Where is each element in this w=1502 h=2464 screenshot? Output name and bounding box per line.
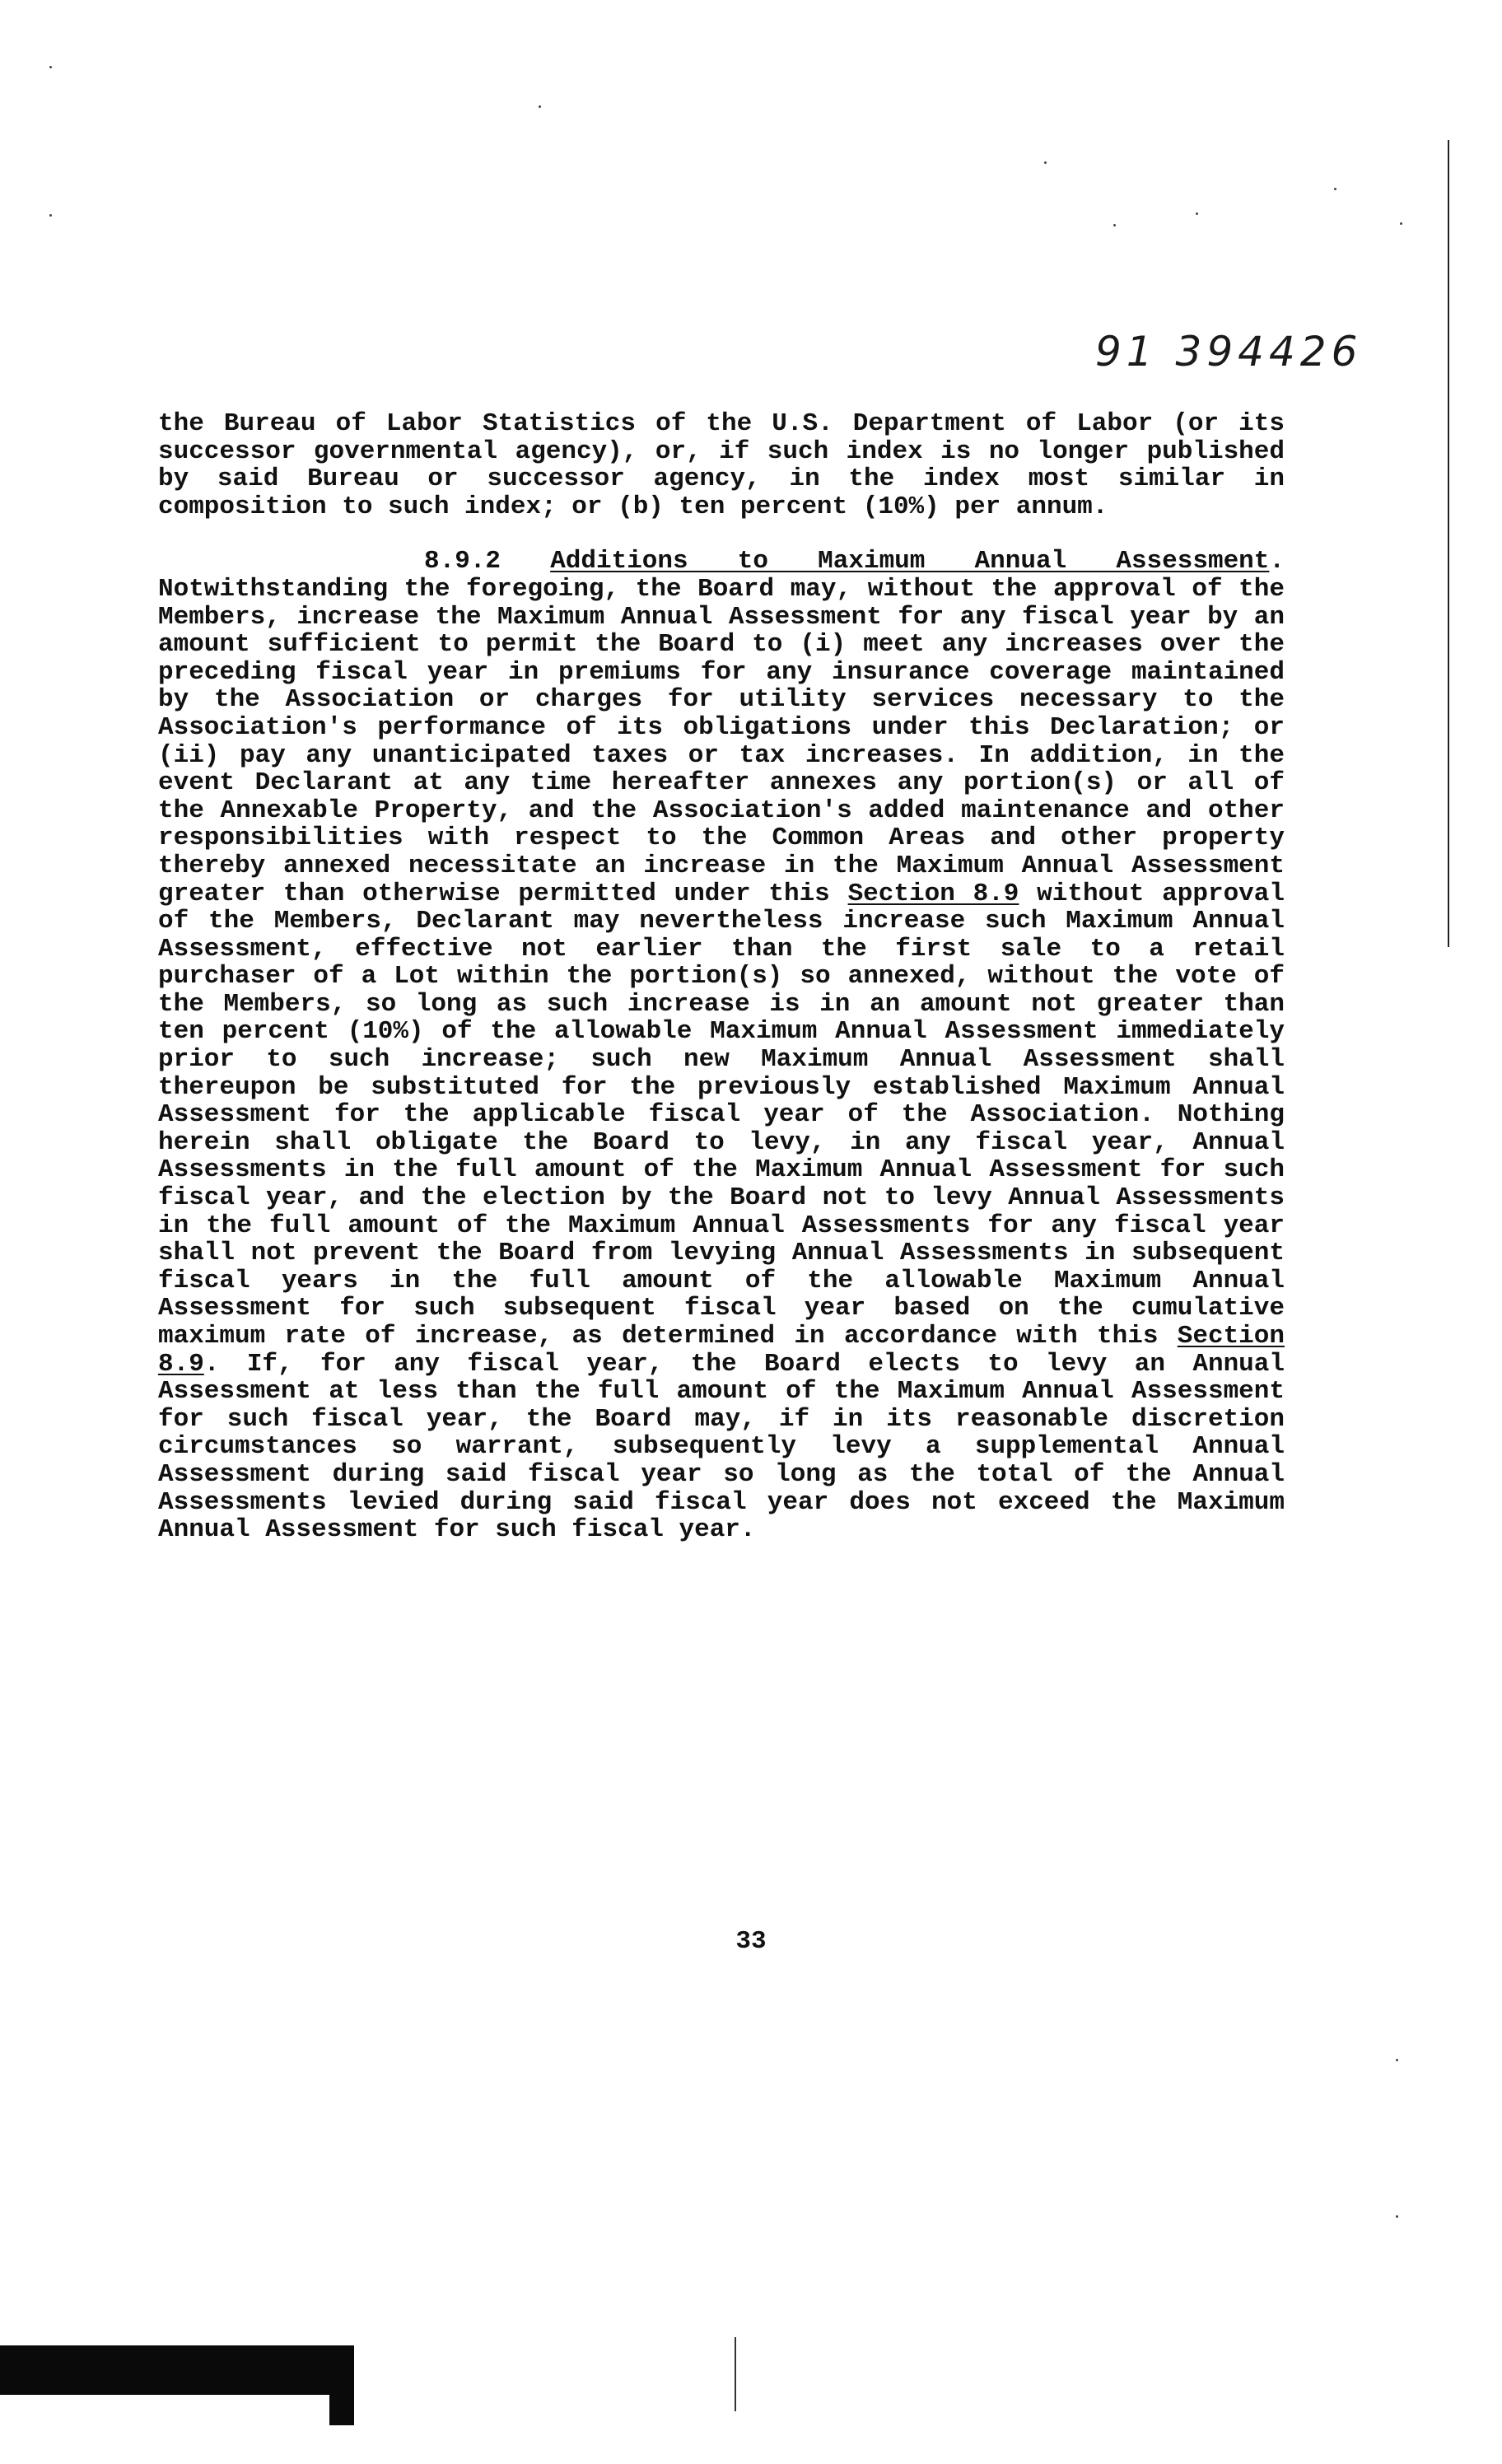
scan-redaction-bar: [0, 2345, 354, 2395]
scan-speck: [1400, 222, 1402, 225]
scan-speck: [49, 214, 52, 217]
section-text-part1: Notwithstanding the foregoing, the Board may, without the approval of the Members, increase the Maximum Annual Assessment for any fiscal year by an amount sufficient to permit the Board to (i) meet any increases over the preceding fiscal year in premiums for any insurance coverage maintained by the Association or charges for utility services necessary to the Association's performance of its obligations under this Declaration; or (ii) pay any unanticipated taxes or tax increases. In addition, in the event Declarant at any time hereafter annexes any portion(s) or all of the Annexable Property, and the Association's added maintenance and other responsibilities with respect to the Common Areas and other property thereby annexed necessitate an increase in the Maximum Annual Assessment greater than otherwise permitted under this: [158, 574, 1285, 908]
section-reference: Section 8.9: [847, 879, 1019, 908]
scan-redaction-bar: [329, 2392, 354, 2425]
scan-speck: [539, 105, 541, 108]
scan-speck: [1334, 188, 1336, 190]
scan-edge-line: [1448, 140, 1449, 947]
page-number: 33: [735, 1927, 767, 1956]
section-paragraph: 8.9.2 Additions to Maximum Annual Assessment. Notwithstanding the foregoing, the Board may, without the approval of the Members, increase the Maximum Annual Assessment for any fiscal year by an amount sufficient to permit the Board to (i) meet any increases over the preceding fiscal year in premiums for any insurance coverage maintained by the Association or charges for utility services necessary to the Association's performance of its obligations under this Declaration; or (ii) pay any unanticipated taxes or tax increases. In addition, in the event Declarant at any time hereafter annexes any portion(s) or all of the Annexable Property, and the Association's added maintenance and other responsibilities with respect to the Common Areas and other property thereby annexed necessitate an increase in the Maximum Annual Assessment greater than otherwise permitted under this Section 8.9 without approval of the Members, Declarant may nevertheless increase such Maximum Annual Assessment, effective not earlier than the first sale to a retail purchaser of a Lot within the portion(s) so annexed, without the vote of the Members, so long as such increase is in an amount not greater than ten percent (10%) of the allowable Maximum Annual Assessment immediately prior to such increase; such new Maximum Annual Assessment shall thereupon be substituted for the previously established Maximum Annual Assessment for the applicable fiscal year of the Association. Nothing herein shall obligate the Board to levy, in any fiscal year, Annual Assessments in the full amount of the Maximum Annual Assessment for such fiscal year, and the election by the Board not to levy Annual Assessments in the full amount of the Maximum Annual Assessments for any fiscal year shall not prevent the Board from levying Annual Assessments in subsequent fiscal years in the full amount of the allowable Maximum Annual Assessment for such subsequent fiscal year based on the cumulative maximum rate of increase, as determined in accordance with this Section 8.9. If, for any fiscal year, the Board elects to levy an Annual Assessment at less than the full amount of the Maximum Annual Assessment for such fiscal year, the Board may, if in its reasonable discretion circumstances so warrant, subsequently levy a supplemental Annual Assessment during said fiscal year so long as the total of the Annual Assessments levied during said fiscal year does not exceed the Maximum Annual Assessment for such fiscal year.: [158, 547, 1285, 1545]
document-body: [158, 410, 1285, 1544]
section-number: 8.9.2: [424, 547, 501, 576]
paragraph-continuation: the Bureau of Labor Statistics of the U.S. Department of Labor (or its successor governmental agency), or, if such index is no longer published by said Bureau or successor agency, in the index most similar in composition to such index; or (b) ten percent (10%) per annum.: [158, 409, 1285, 521]
recording-number: 91 394426: [1095, 328, 1363, 376]
scan-speck: [1196, 212, 1198, 215]
section-title: Additions to Maximum Annual Assessment: [550, 547, 1270, 576]
scan-speck: [1396, 2059, 1398, 2061]
scan-speck: [1113, 224, 1116, 226]
scan-speck: [1044, 161, 1047, 164]
section-text-part3: If, for any fiscal year, the Board elects to levy an Annual Assessment at less than the full amount of the Maximum Annual Assessment for such fiscal year, the Board may, if in its reasonable discretion circumstances so warrant, subsequently levy a supplemental Annual Assessment during said fiscal year so long as the total of the Annual Assessments levied during said fiscal year does not exceed the Maximum Annual Assessment for such fiscal year.: [158, 1349, 1285, 1545]
section-reference: Section 8.9: [158, 1322, 1285, 1379]
scan-mark-line: [735, 2337, 736, 2411]
section-text-part2: without approval of the Members, Declarant may nevertheless increase such Maximum Annual Assessment, effective not earlier than the first sale to a retail purchaser of a Lot within the portion(s) so annexed, without the vote of the Members, so long as such increase is in an amount not greater than ten percent (10%) of the allowable Maximum Annual Assessment immediately prior to such increase; such new Maximum Annual Assessment shall thereupon be substituted for the previously established Maximum Annual Assessment for the applicable fiscal year of the Association. Nothing herein shall obligate the Board to levy, in any fiscal year, Annual Assessments in the full amount of the Maximum Annual Assessment for such fiscal year, and the election by the Board not to levy Annual Assessments in the full amount of the Maximum Annual Assessments for any fiscal year shall not prevent the Board from levying Annual Assessments in subsequent fiscal years in the full amount of the allowable Maximum Annual Assessment for such subsequent fiscal year based on the cumulative maximum rate of increase, as determined in accordance with this: [158, 879, 1285, 1351]
scan-speck: [49, 66, 52, 68]
scan-speck: [1396, 2215, 1398, 2218]
